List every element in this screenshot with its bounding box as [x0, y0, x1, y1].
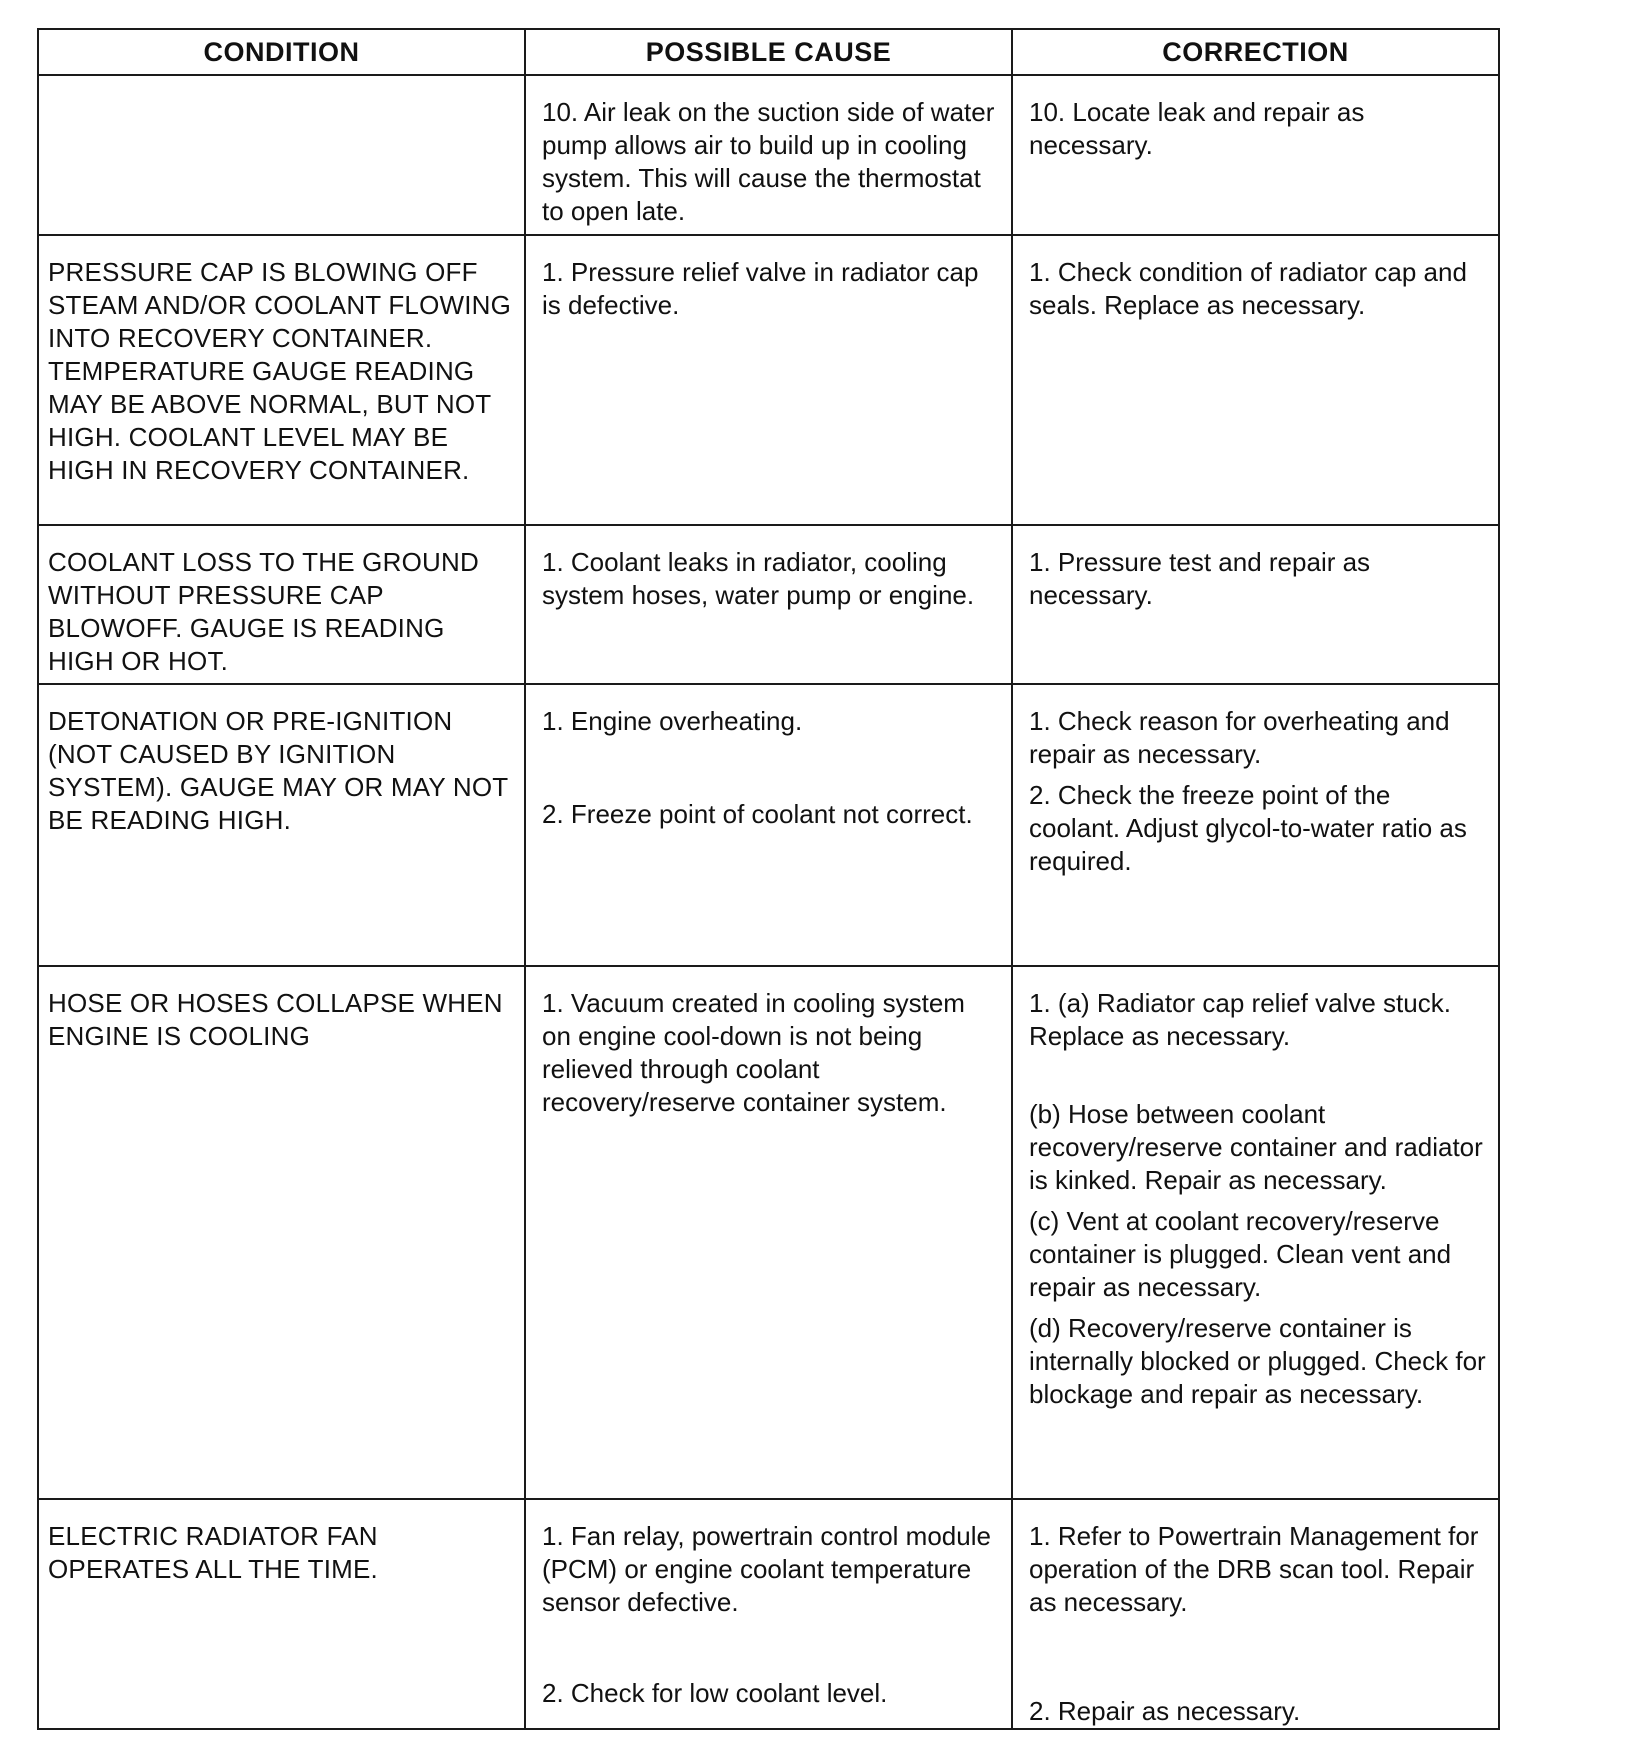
correction-item: (d) Recovery/reserve container is internally blocked or plugged. Check for blockage and repair as necessary.	[1029, 1313, 1486, 1409]
header-correction: CORRECTION	[1012, 29, 1499, 75]
header-possible-cause: POSSIBLE CAUSE	[525, 29, 1012, 75]
correction-cell	[1012, 235, 1499, 525]
cause-item: 2. Check for low coolant level.	[542, 1678, 888, 1708]
correction-item: (b) Hose between coolant recovery/reserve container and radiator is kinked. Repair as necessary.	[1029, 1099, 1483, 1195]
cause-item: 1. Pressure relief valve in radiator cap is defective.	[542, 257, 979, 320]
correction-item: 2. Check the freeze point of the coolant. Adjust glycol-to-water ratio as required.	[1029, 780, 1467, 876]
correction-cell	[1012, 525, 1499, 684]
cause-item: 2. Freeze point of coolant not correct.	[542, 799, 973, 829]
cause-item: 1. Coolant leaks in radiator, cooling system hoses, water pump or engine.	[542, 547, 975, 610]
table-row	[38, 1499, 1499, 1729]
correction-item: 1. Check condition of radiator cap and seals. Replace as necessary.	[1029, 257, 1467, 320]
condition-cell: HOSE OR HOSES COLLAPSE WHEN ENGINE IS COOLING	[38, 966, 525, 1499]
correction-item: (c) Vent at coolant recovery/reserve container is plugged. Clean vent and repair as necessary.	[1029, 1206, 1452, 1302]
condition-cell: DETONATION OR PRE-IGNITION (NOT CAUSED BY IGNITION SYSTEM). GAUGE MAY OR MAY NOT BE READING HIGH.	[38, 684, 525, 966]
correction-cell	[1012, 1499, 1499, 1729]
cause-cell	[525, 966, 1012, 1499]
correction-item: 2. Repair as necessary.	[1029, 1696, 1301, 1726]
condition-cell: ELECTRIC RADIATOR FAN OPERATES ALL THE TIME.	[38, 1499, 525, 1729]
cause-item: 1. Vacuum created in cooling system on engine cool-down is not being relieved through coolant recovery/reserve container system.	[542, 988, 965, 1117]
condition-cell	[38, 75, 525, 235]
table-row	[38, 235, 1499, 525]
cause-cell	[525, 75, 1012, 235]
table-row	[38, 525, 1499, 684]
table-row	[38, 684, 1499, 966]
table-row	[38, 966, 1499, 1499]
cause-cell	[525, 1499, 1012, 1729]
cause-cell	[525, 684, 1012, 966]
correction-item: 1. Check reason for overheating and repair as necessary.	[1029, 706, 1450, 769]
header-row	[38, 29, 1499, 75]
header-condition: CONDITION	[38, 29, 525, 75]
condition-cell: COOLANT LOSS TO THE GROUND WITHOUT PRESSURE CAP BLOWOFF. GAUGE IS READING HIGH OR HOT.	[38, 525, 525, 684]
cause-cell	[525, 235, 1012, 525]
correction-cell	[1012, 684, 1499, 966]
cause-item: 1. Engine overheating.	[542, 706, 803, 736]
cause-item: 10. Air leak on the suction side of water pump allows air to build up in cooling system. This will cause the thermostat to open late.	[542, 97, 995, 226]
correction-item: 1. Refer to Powertrain Management for operation of the DRB scan tool. Repair as necessary.	[1029, 1521, 1479, 1617]
correction-item: 1. Pressure test and repair as necessary.	[1029, 547, 1371, 610]
correction-item: 1. (a) Radiator cap relief valve stuck. Replace as necessary.	[1029, 988, 1451, 1051]
correction-cell	[1012, 966, 1499, 1499]
cause-cell	[525, 525, 1012, 684]
cause-item: 1. Fan relay, powertrain control module (PCM) or engine coolant temperature sensor defective.	[542, 1521, 991, 1617]
correction-item: 10. Locate leak and repair as necessary.	[1029, 97, 1365, 160]
condition-cell: PRESSURE CAP IS BLOWING OFF STEAM AND/OR COOLANT FLOWING INTO RECOVERY CONTAINER. TEMPERATURE GAUGE READING MAY BE ABOVE NORMAL, BUT NOT HIGH. COOLANT LEVEL MAY BE HIGH IN RECOVERY CONTAINER.	[38, 235, 525, 525]
correction-cell	[1012, 75, 1499, 235]
diagnosis-table	[37, 28, 1500, 1730]
table-row	[38, 75, 1499, 235]
